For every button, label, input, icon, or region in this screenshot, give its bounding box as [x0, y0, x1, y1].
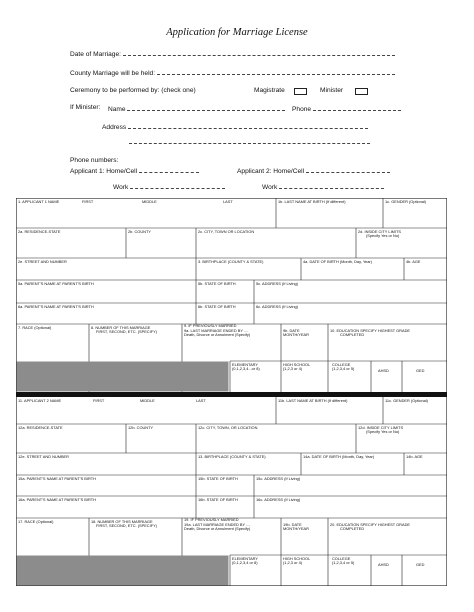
a1-ahsd-label: AHSD — [378, 368, 389, 373]
a2-age-label: 14b. AGE — [406, 454, 423, 459]
a1-number-line1: 8. NUMBER OF THIS MARRIAGE — [91, 325, 151, 330]
applicant1-work-label: Work — [113, 184, 129, 191]
a2-limits-line1: 12d. INSIDE CITY LIMITS — [358, 425, 404, 430]
phone-numbers-label: Phone numbers: — [70, 157, 119, 164]
ceremony-label: Ceremony to be performed by: (check one) — [70, 87, 196, 94]
applicant1-home-row — [70, 167, 199, 176]
a1-ended-line2: Death, Divorce or Annulment (Specify) — [184, 332, 251, 338]
a1-addr-b-label: 6c. ADDRESS (If Living) — [256, 304, 298, 309]
a1-maiden-label: 1b. LAST NAME AT BIRTH (If different) — [278, 199, 346, 204]
a2-last-label: LAST — [196, 398, 206, 403]
applicant2-home-line[interactable] — [306, 167, 390, 173]
a1-last-label: LAST — [223, 199, 233, 204]
a1-prev-label: 9. IF PREVIOUSLY MARRIED — [184, 323, 237, 328]
a1-number-line2: FIRST, SECOND, ETC. (SPECIFY) — [96, 329, 157, 335]
a2-hs-line1: HIGH SCHOOL — [283, 556, 311, 561]
a1-state-a-label: 5b. STATE OF BIRTH — [198, 281, 236, 286]
a2-middle-label: MIDDLE — [140, 398, 155, 403]
applicant2-home-row — [237, 167, 390, 176]
a1-edu-line2: COMPLETED — [340, 332, 365, 338]
a2-state-b-label: 16b. STATE OF BIRTH — [198, 497, 238, 502]
a2-elem-label — [232, 557, 258, 566]
a2-residence-label: 12a. RESIDENCE-STATE — [18, 425, 63, 430]
date-of-marriage-row — [70, 50, 395, 59]
address-line-1[interactable] — [128, 123, 368, 129]
a1-ended-line1: 9a. LAST MARRIAGE ENDED BY .... — [184, 328, 249, 333]
if-minister-label: If Minister: — [70, 104, 101, 111]
address-row-2 — [129, 138, 370, 147]
a2-dob-label: 14a. DATE OF BIRTH (Month, Day, Year) — [303, 454, 375, 459]
a1-enddate-line2: MONTH/YEAR — [283, 332, 309, 338]
a2-maiden-label: 11b. LAST NAME AT BIRTH (If different) — [278, 398, 348, 403]
a2-birthplace-label: 13. BIRTHPLACE (COUNTY & STATE) — [198, 454, 266, 459]
a1-middle-label: MIDDLE — [142, 199, 157, 204]
county-input-line[interactable] — [157, 69, 395, 75]
magistrate-label: Magistrate — [254, 87, 285, 94]
a2-county-label: 12b. COUNTY — [128, 425, 154, 430]
a1-hs-label — [283, 363, 310, 372]
a2-prev-label: 19. IF PREVIOUSLY MARRIED — [184, 517, 239, 522]
a2-enddate-line2: MONTH/YEAR — [283, 526, 309, 532]
a1-college-label — [332, 363, 354, 372]
minister-name-row — [108, 105, 285, 114]
a2-hs-label — [283, 557, 310, 566]
a1-ended-label — [184, 329, 250, 338]
a1-limits-label — [358, 230, 401, 239]
a1-first-label: FIRST — [82, 199, 94, 204]
address-row — [102, 123, 368, 132]
a2-number-line1: 18. NUMBER OF THIS MARRIAGE — [91, 519, 153, 524]
a2-ended-line2: Death, Divorce or Annulment (Specify) — [184, 526, 251, 532]
minister-label: Minister — [320, 87, 344, 94]
a2-college-label — [332, 557, 354, 566]
applicant-form-grid — [16, 198, 447, 586]
page-title: Application for Marriage License — [166, 27, 308, 38]
a1-dob-label: 4a. DATE OF BIRTH (Month, Day, Year) — [303, 259, 372, 264]
a1-race-label: 7. RACE (Optional) — [18, 325, 52, 330]
applicant1-home-label: Applicant 1: Home/Cell — [70, 168, 138, 175]
address-label: Address — [102, 124, 127, 131]
a2-gender-label: 11c. GENDER (Optional) — [385, 398, 428, 403]
applicant1-home-line[interactable] — [139, 167, 199, 173]
a1-age-label: 4b. AGE — [406, 259, 421, 264]
county-label: County Marriage will be held: — [70, 70, 156, 77]
a2-limits-label — [358, 426, 403, 435]
a1-elem-line1: ELEMENTARY — [232, 362, 259, 367]
a1-elem-label — [232, 363, 260, 372]
a2-edu-line1: 20. EDUCATION SPECIFY HIGHEST GRADE — [330, 522, 410, 527]
minister-name-line[interactable] — [127, 105, 285, 111]
a2-elem-line2: (0,1,2,3,4 or 8) — [232, 560, 258, 566]
applicant2-work-row — [262, 183, 384, 192]
a1-number-label — [91, 326, 157, 335]
a2-college-line1: COLLEGE — [332, 556, 351, 561]
a1-edu-label — [330, 329, 410, 338]
a1-enddate-line1: 9b. DATE — [283, 328, 300, 333]
a1-residence-label: 2a. RESIDENCE-STATE — [18, 229, 61, 234]
a1-county-label: 2b. COUNTY — [128, 229, 151, 234]
a2-ged-label: GED — [416, 562, 425, 567]
phone-label: Phone — [292, 106, 312, 113]
a1-limits-line2: (Specify Yes or No) — [366, 233, 400, 239]
a1-name-label: 1. APPLICANT 1 NAME — [18, 199, 60, 204]
magistrate-checkbox[interactable] — [294, 88, 307, 95]
a1-parent-a-label: 5a. PARENT'S NAME AT PARENT'S BIRTH — [18, 281, 94, 286]
a1-elem-line2: (0,1,2,3,4...or 8) — [232, 366, 260, 372]
minister-checkbox[interactable] — [355, 88, 368, 95]
a2-parent-b-label: 16a. PARENT'S NAME AT PARENT'S BIRTH — [18, 497, 96, 502]
a1-edu-line1: 10. EDUCATION SPECIFY HIGHEST GRADE — [330, 328, 410, 333]
a2-ended-label — [184, 523, 250, 532]
date-label: Date of Marriage: — [70, 51, 121, 58]
a2-edu-line2: COMPLETED — [340, 526, 365, 532]
a1-parent-b-label: 6a. PARENT'S NAME AT PARENT'S BIRTH — [18, 304, 94, 309]
a1-addr-a-label: 5c. ADDRESS (If Living) — [256, 281, 298, 286]
a2-enddate-label — [283, 523, 309, 532]
a2-limits-line2: (Specify Yes or No) — [366, 429, 400, 435]
a2-enddate-line1: 19b. DATE — [283, 522, 302, 527]
a1-state-b-label: 6b. STATE OF BIRTH — [198, 304, 236, 309]
a2-race-label: 17. RACE (Optional) — [18, 519, 54, 524]
applicant2-work-line[interactable] — [279, 183, 384, 189]
a2-ahsd-label: AHSD — [378, 562, 389, 567]
a2-name-label: 11. APPLICANT 2 NAME — [18, 398, 62, 403]
applicant1-work-line[interactable] — [130, 183, 225, 189]
a1-hs-line2: (1,2,3 or 4) — [283, 366, 303, 372]
a2-addr-b-label: 16c. ADDRESS (If Living) — [256, 497, 301, 502]
a1-birthplace-label: 3. BIRTHPLACE (COUNTY & STATE) — [198, 259, 264, 264]
applicant2-home-label: Applicant 2: Home/Cell — [237, 168, 305, 175]
a1-street-label: 2e. STREET AND NUMBER — [18, 259, 67, 264]
a1-gender-label: 1c. GENDER (Optional) — [385, 199, 427, 204]
name-label: Name — [108, 106, 126, 113]
a2-first-label: FIRST — [93, 398, 105, 403]
a2-city-label: 12c. CITY, TOWN, OR LOCATION — [198, 425, 258, 430]
a1-enddate-label — [283, 329, 309, 338]
a2-number-line2: FIRST, SECOND, ETC. (SPECIFY) — [96, 523, 157, 529]
county-row — [70, 69, 395, 78]
a2-number-label — [91, 520, 157, 529]
a2-hs-line2: (1,2,3 or 4) — [283, 560, 303, 566]
a2-state-a-label: 15b. STATE OF BIRTH — [198, 476, 238, 481]
a1-hs-line1: HIGH SCHOOL — [283, 362, 311, 367]
a2-college-line2: (1,2,3,4 or 5) — [332, 560, 355, 566]
a1-city-label: 2c. CITY, TOWN OR LOCATION — [198, 229, 255, 234]
applicant1-work-row — [113, 183, 225, 192]
a2-elem-line1: ELEMENTARY — [232, 556, 259, 561]
a1-college-line2: (1,2,3,4 or 5) — [332, 366, 355, 372]
address-line-2[interactable] — [129, 138, 370, 144]
minister-phone-line[interactable] — [313, 105, 401, 111]
date-input-line[interactable] — [123, 50, 395, 56]
a2-addr-a-label: 15c. ADDRESS (If Living) — [256, 476, 301, 481]
a1-ged-label: GED — [416, 368, 425, 373]
a2-parent-a-label: 15a. PARENT'S NAME AT PARENT'S BIRTH — [18, 476, 96, 481]
a2-edu-label — [330, 523, 410, 532]
a2-street-label: 12e. STREET AND NUMBER — [18, 454, 69, 459]
minister-phone-row — [292, 105, 401, 114]
a1-college-line1: COLLEGE — [332, 362, 351, 367]
applicant2-work-label: Work — [262, 184, 278, 191]
a1-limits-line1: 2d. INSIDE CITY LIMITS — [358, 229, 401, 234]
a2-ended-line1: 19a. LAST MARRIAGE ENDED BY .... — [184, 522, 251, 527]
